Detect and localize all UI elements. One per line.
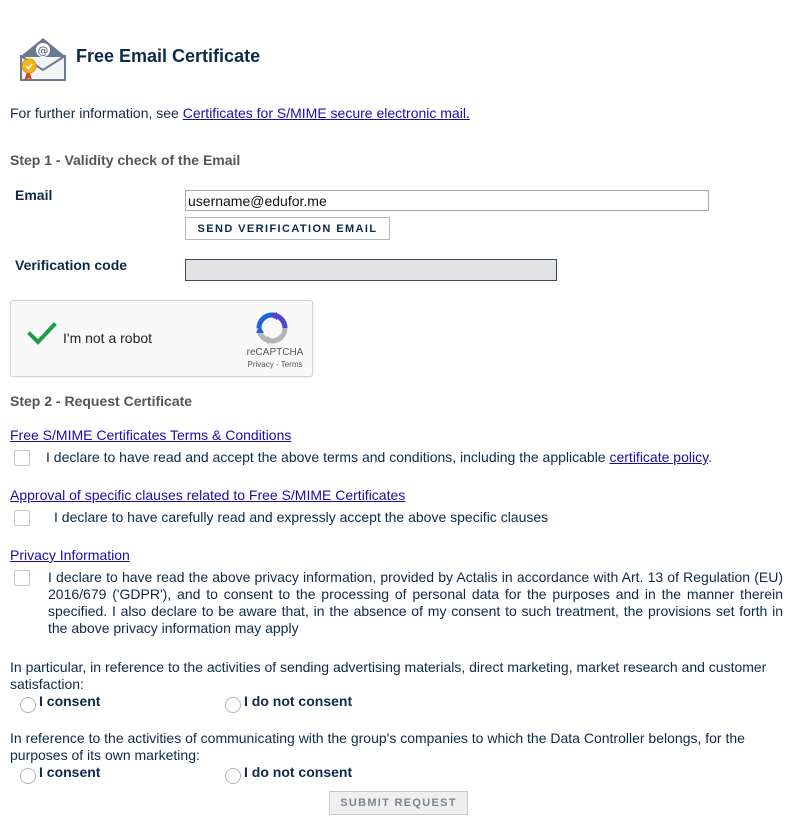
privacy-checkbox[interactable] xyxy=(14,570,30,586)
privacy-information-link[interactable]: Privacy Information xyxy=(10,547,130,563)
certificate-policy-link[interactable]: certificate policy xyxy=(609,449,709,465)
consent1-yes-label: I consent xyxy=(39,693,101,709)
specific-clauses-link[interactable]: Approval of specific clauses related to Free S/MIME Certificates xyxy=(10,487,406,503)
terms-declaration xyxy=(46,449,712,466)
svg-text:@: @ xyxy=(37,44,49,57)
consent2-yes-radio[interactable] xyxy=(20,768,36,784)
email-label: Email xyxy=(15,187,53,203)
privacy-declaration: I declare to have read the above privacy information, provided by Actalis in accordance with Art. 13 of Regulation (EU) 2016/679 ('GDPR'), and to consent to the processing of personal data for the purposes and in the manner therein specified. I also declare to be aware that, in the absence of my consent to such treatment, the provisions set forth in the above privacy information may apply xyxy=(48,569,783,636)
consent2-no-label: I do not consent xyxy=(244,764,353,780)
page-title: Free Email Certificate xyxy=(76,46,261,66)
send-verification-button[interactable]: SEND VERIFICATION EMAIL xyxy=(185,217,390,240)
recaptcha-brand: reCAPTCHA xyxy=(246,347,304,358)
consent1-text: In particular, in reference to the activities of sending advertising materials, direct marketing, market research and customer satisfaction: xyxy=(10,659,767,692)
email-certificate-icon xyxy=(18,34,68,82)
recaptcha-widget xyxy=(10,300,313,377)
terms-text: I declare to have read and accept the above terms and conditions, including the applicable xyxy=(46,449,610,465)
info-prefix: For further information, see xyxy=(10,105,183,121)
consent1-no-label: I do not consent xyxy=(244,693,353,709)
step1-heading: Step 1 - Validity check of the Email xyxy=(10,152,241,168)
submit-request-button[interactable]: SUBMIT REQUEST xyxy=(329,791,468,815)
consent1-no-radio[interactable] xyxy=(225,697,241,713)
step2-heading: Step 2 - Request Certificate xyxy=(10,393,193,409)
consent1-yes-radio[interactable] xyxy=(20,697,36,713)
terms-checkbox[interactable] xyxy=(14,450,30,466)
clauses-declaration: I declare to have carefully read and expressly accept the above specific clauses xyxy=(54,509,549,525)
recaptcha-checkmark-icon[interactable] xyxy=(27,321,57,347)
email-input[interactable] xyxy=(185,190,709,211)
recaptcha-logo-icon xyxy=(255,311,289,345)
smime-info-link[interactable]: Certificates for S/MIME secure electronic mail. xyxy=(182,105,470,121)
terms-conditions-link[interactable]: Free S/MIME Certificates Terms & Conditions xyxy=(10,427,292,443)
info-text xyxy=(10,105,470,121)
verification-code-label: Verification code xyxy=(15,257,128,273)
consent2-yes-label: I consent xyxy=(39,764,101,780)
recaptcha-label: I'm not a robot xyxy=(63,330,153,346)
consent2-no-radio[interactable] xyxy=(225,768,241,784)
recaptcha-privacy-terms[interactable]: Privacy - Terms xyxy=(247,360,303,369)
verification-code-input[interactable] xyxy=(185,259,557,281)
consent2-text: In reference to the activities of communicating with the group's companies to which the Data Controller belongs, for the purposes of its own marketing: xyxy=(10,730,745,763)
terms-suffix: . xyxy=(708,449,712,465)
clauses-checkbox[interactable] xyxy=(14,510,30,526)
